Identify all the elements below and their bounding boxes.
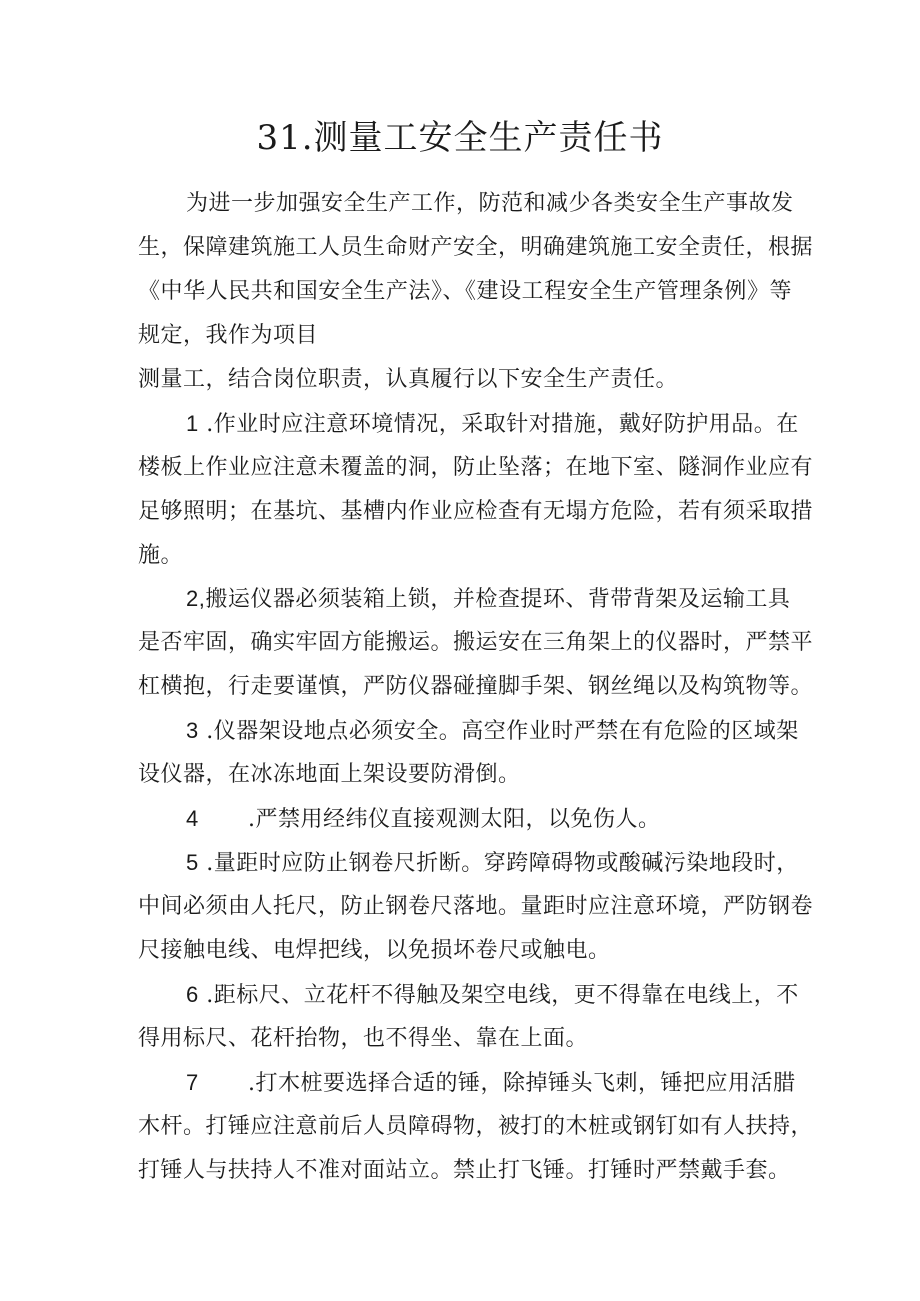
list-item-4 — [186, 797, 661, 842]
item-number: 2, — [186, 586, 206, 611]
item-text: .作业时应注意环境情况，采取针对措施，戴好防护用品。在 — [206, 412, 799, 437]
list-item-3 — [186, 709, 799, 754]
document-title: 31.测量工安全生产责任书 — [256, 118, 664, 158]
intro-line: 生，保障建筑施工人员生命财产安全，明确建筑施工安全责任，根据 — [138, 235, 814, 260]
item-number: 7 — [186, 1070, 199, 1095]
item-line: 尺接触电线、电焊把线，以免损坏卷尺或触电。 — [138, 938, 611, 963]
item-line: 施。 — [138, 543, 184, 568]
item-number: 4 — [186, 806, 199, 831]
list-item-5 — [186, 841, 799, 886]
item-number: 5 — [186, 850, 199, 875]
intro-line: 测量工，结合岗位职责，认真履行以下安全生产责任。 — [138, 367, 679, 392]
item-number: 3 — [186, 718, 199, 743]
item-text: 搬运仪器必须装箱上锁，并检查提环、背带背架及运输工具 — [205, 587, 791, 612]
item-line: 得用标尺、花杆抬物，也不得坐、靠在上面。 — [138, 1026, 589, 1051]
item-line: 设仪器，在冰冻地面上架设要防滑倒。 — [138, 762, 521, 787]
item-text: .仪器架设地点必须安全。高空作业时严禁在有危险的区域架 — [206, 719, 799, 744]
item-number: 6 — [186, 982, 199, 1007]
item-line: 木杆。打锤应注意前后人员障碍物，被打的木桩或钢钉如有人扶持， — [138, 1114, 814, 1139]
item-text: .距标尺、立花杆不得触及架空电线，更不得靠在电线上，不 — [206, 983, 799, 1008]
list-item-6 — [186, 973, 799, 1018]
intro-line: 为进一步加强安全生产工作，防范和减少各类安全生产事故发 — [186, 191, 794, 216]
item-line: 楼板上作业应注意未覆盖的洞，防止坠落；在地下室、隧洞作业应有 — [138, 455, 814, 480]
item-line: 中间必须由人托尺，防止钢卷尺落地。量距时应注意环境，严防钢卷 — [138, 894, 814, 919]
list-item-7 — [186, 1061, 796, 1106]
intro-line: 《中华人民共和国安全生产法》、《建设工程安全生产管理条例》等 — [138, 279, 792, 304]
item-line: 是否牢固，确实牢固方能搬运。搬运安在三角架上的仪器时，严禁平 — [138, 630, 814, 655]
item-line: 打锤人与扶持人不准对面站立。禁止打飞锤。打锤时严禁戴手套。 — [138, 1158, 791, 1183]
item-text: .打木桩要选择合适的锤，除掉锤头飞刺，锤把应用活腊 — [248, 1071, 796, 1096]
item-text: .严禁用经纬仪直接观测太阳，以免伤人。 — [248, 807, 661, 832]
item-text: .量距时应防止钢卷尺折断。穿跨障碍物或酸碱污染地段时， — [206, 851, 799, 876]
item-line: 足够照明；在基坑、基槽内作业应检查有无塌方危险，若有须采取措 — [138, 499, 814, 524]
list-item-1 — [186, 402, 799, 447]
list-item-2 — [186, 577, 790, 622]
item-line: 杠横抱，行走要谨慎，严防仪器碰撞脚手架、钢丝绳以及构筑物等。 — [138, 674, 814, 699]
item-number: 1 — [186, 411, 199, 436]
intro-line: 规定，我作为项目 — [138, 323, 319, 348]
